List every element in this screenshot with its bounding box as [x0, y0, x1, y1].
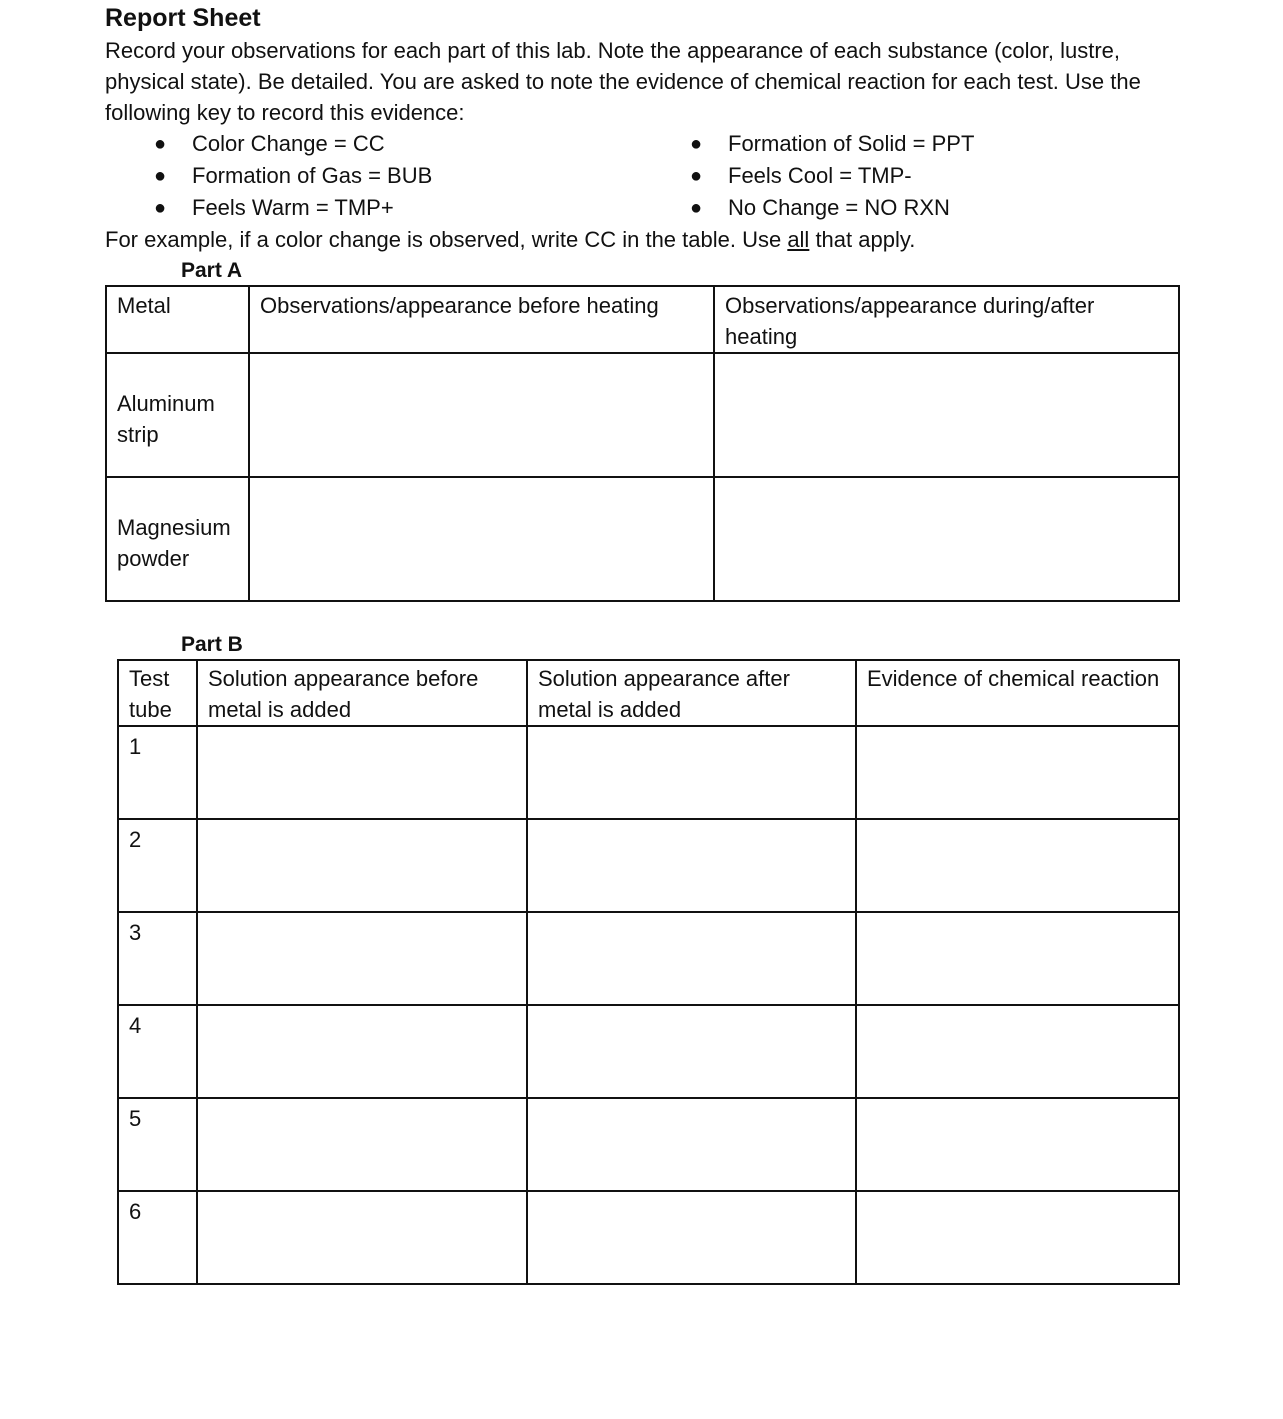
header-before-heating: Observations/appearance before heating	[249, 286, 714, 353]
before-metal-cell[interactable]	[197, 819, 527, 912]
example-text-before: For example, if a color change is observed, write CC in the table. Use	[105, 227, 788, 252]
after-metal-cell[interactable]	[527, 1191, 856, 1284]
table-header-row	[118, 660, 1179, 726]
before-metal-cell[interactable]	[197, 726, 527, 819]
tube-number-cell: 3	[118, 912, 197, 1005]
tube-number-cell: 5	[118, 1098, 197, 1191]
key-item	[690, 129, 975, 159]
example-underlined-word: all	[787, 227, 810, 252]
after-heating-cell[interactable]	[714, 477, 1179, 601]
header-test-tube: Test tube	[118, 660, 197, 726]
table-row	[118, 819, 1179, 912]
key-item-text: Color Change = CC	[192, 131, 385, 156]
before-heating-cell[interactable]	[249, 477, 714, 601]
after-metal-cell[interactable]	[527, 912, 856, 1005]
header-after-metal: Solution appearance after metal is added	[527, 660, 856, 726]
evidence-cell[interactable]	[856, 726, 1179, 819]
tube-number-cell: 4	[118, 1005, 197, 1098]
table-row	[118, 726, 1179, 819]
key-item-text: Feels Cool = TMP-	[728, 163, 912, 188]
tube-number-cell: 2	[118, 819, 197, 912]
example-sentence	[105, 224, 915, 255]
part-a-label: Part A	[181, 259, 243, 282]
after-heating-cell[interactable]	[714, 353, 1179, 477]
before-metal-cell[interactable]	[197, 912, 527, 1005]
example-text-after: that apply.	[809, 227, 916, 252]
key-item	[690, 161, 912, 191]
after-metal-cell[interactable]	[527, 726, 856, 819]
bullet-icon: ●	[690, 165, 703, 187]
evidence-cell[interactable]	[856, 912, 1179, 1005]
table-row	[118, 1005, 1179, 1098]
bullet-icon: ●	[154, 197, 167, 219]
header-evidence: Evidence of chemical reaction	[856, 660, 1179, 726]
key-item-text: Formation of Gas = BUB	[192, 163, 433, 188]
key-item-text: No Change = NO RXN	[728, 195, 950, 220]
before-metal-cell[interactable]	[197, 1191, 527, 1284]
key-item	[154, 129, 385, 159]
header-after-heating: Observations/appearance during/after heating	[714, 286, 1179, 353]
key-item-text: Feels Warm = TMP+	[192, 195, 394, 220]
table-row	[106, 477, 1179, 601]
key-item-text: Formation of Solid = PPT	[728, 131, 975, 156]
evidence-cell[interactable]	[856, 1191, 1179, 1284]
tube-number-cell: 1	[118, 726, 197, 819]
bullet-icon: ●	[154, 133, 167, 155]
bullet-icon: ●	[154, 165, 167, 187]
page-title: Report Sheet	[105, 4, 261, 32]
part-b-table	[117, 659, 1180, 1285]
after-metal-cell[interactable]	[527, 819, 856, 912]
table-row	[106, 353, 1179, 477]
evidence-cell[interactable]	[856, 1005, 1179, 1098]
evidence-cell[interactable]	[856, 819, 1179, 912]
table-row	[118, 912, 1179, 1005]
before-metal-cell[interactable]	[197, 1098, 527, 1191]
key-item	[154, 161, 433, 191]
header-metal: Metal	[106, 286, 249, 353]
instructions-paragraph: Record your observations for each part of this lab. Note the appearance of each substance (color, lustre, physical state). Be detailed. You are asked to note the evidence of chemical reaction for each test. Use the following key to record this evidence:	[105, 38, 1141, 125]
before-heating-cell[interactable]	[249, 353, 714, 477]
bullet-icon: ●	[690, 133, 703, 155]
metal-cell: Aluminum strip	[106, 353, 249, 477]
key-item	[690, 193, 950, 223]
evidence-cell[interactable]	[856, 1098, 1179, 1191]
part-b-label: Part B	[181, 633, 243, 656]
table-row	[118, 1191, 1179, 1284]
header-before-metal: Solution appearance before metal is added	[197, 660, 527, 726]
table-header-row	[106, 286, 1179, 353]
bullet-icon: ●	[690, 197, 703, 219]
tube-number-cell: 6	[118, 1191, 197, 1284]
after-metal-cell[interactable]	[527, 1005, 856, 1098]
after-metal-cell[interactable]	[527, 1098, 856, 1191]
key-item	[154, 193, 394, 223]
part-a-table	[105, 285, 1180, 602]
before-metal-cell[interactable]	[197, 1005, 527, 1098]
table-row	[118, 1098, 1179, 1191]
metal-cell: Magnesium powder	[106, 477, 249, 601]
